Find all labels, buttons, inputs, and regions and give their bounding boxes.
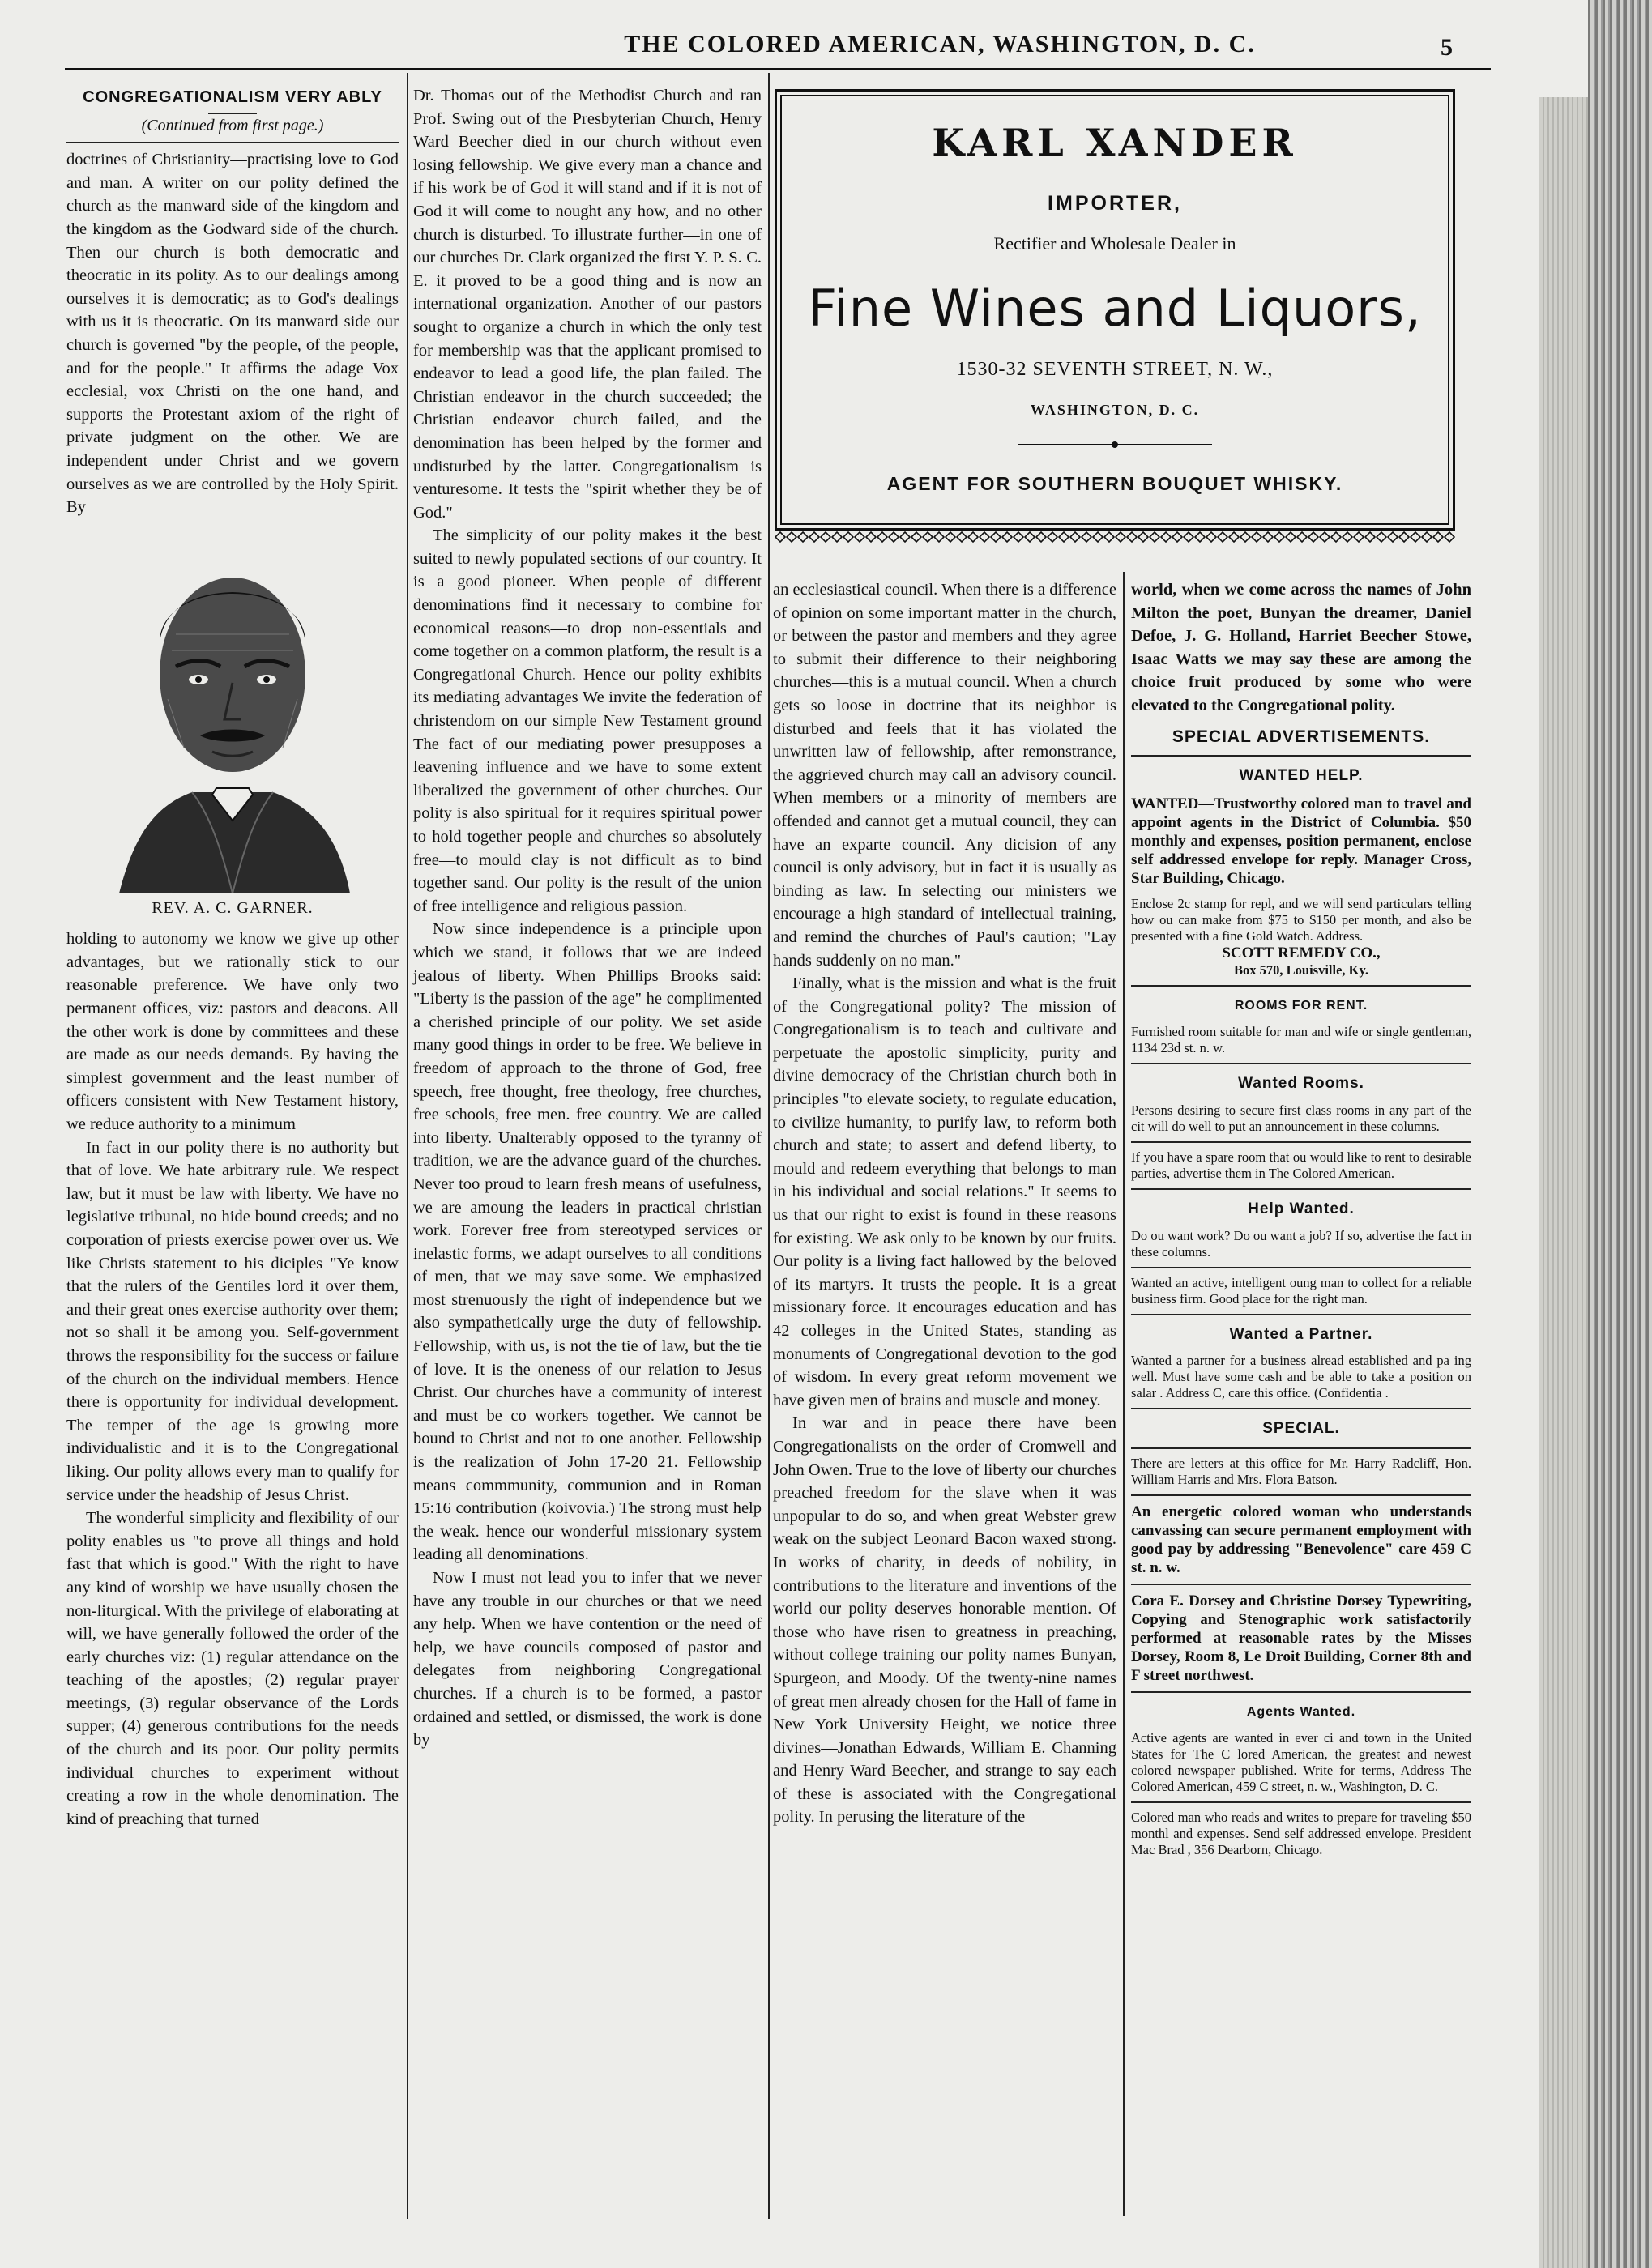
special-woman-ad: An energetic colored woman who understands canvassing can secure permanent employment with good pay by addressing "Benevolence" care 459 C st. n. w. — [1131, 1503, 1471, 1576]
rooms-for-rent-text: Furnished room suitable for man and wife or single gentleman, 1134 23d st. n. w. — [1131, 1024, 1471, 1056]
dorsey-typewriting-ad: Cora E. Dorsey and Christine Dorsey Typewriting, Copying and Stenographic work satisfactorily performed at reasonable rates by the Misses Dorsey, Room 8, Le Droit Building, Corner 8th and F street northwest. — [1131, 1592, 1471, 1684]
rule — [1131, 1691, 1471, 1693]
agents-wanted-heading: Agents Wanted. — [1246, 1704, 1356, 1719]
special-ads-heading: SPECIAL ADVERTISEMENTS. — [1172, 727, 1431, 746]
help-wanted-heading: Help Wanted. — [1248, 1200, 1355, 1217]
spare-room-text: If you have a spare room that ou would like to rent to desirable parties, advertise them in The Colored American. — [1131, 1149, 1471, 1181]
help-wanted-text-2: Wanted an active, intelligent oung man to collect for a reliable business firm. Good place for the right man. — [1131, 1274, 1471, 1307]
wanted-rooms-text: Persons desiring to secure first class rooms in any part of the cit will do well to put an announcement in these columns. — [1131, 1102, 1471, 1134]
rule — [1131, 1267, 1471, 1268]
rule — [1131, 1408, 1471, 1409]
diamond-border — [775, 531, 1455, 543]
ad-business-line: Rectifier and Wholesale Dealer in — [993, 233, 1236, 254]
portrait-caption: REV. A. C. GARNER. — [152, 898, 314, 917]
scott-remedy-name: SCOTT REMEDY CO., — [1222, 944, 1381, 961]
ad-inner-border — [780, 95, 1449, 525]
portrait-engraving — [70, 537, 395, 893]
col3-paragraph-2: Finally, what is the mission and what is the fruit of the Congregational polity? The mission of Congregationalism is to teach and cultivate and perpetuate the apostolic simplicity, purity and divine democracy of the Christian church both in principles "to elevate society, to regulate education, to civilize humanity, to purify law, to reform both church and state; to assert and defend liberty, to mould and redeem everything that belongs to man in his individual and social relations." It seems to us that our right to exist is found in these reasons for existing. We ask only to be known by our fruits. Our polity is a living fact hallowed by the beloved of its martyrs. It trusts the people. It is a great missionary force. It encourages education and has 42 colleges in the United States, standing as monuments of Congregational devotion to the god of wisdom. In every great reform movement we have given men of brains and muscle and money. — [773, 974, 1116, 1409]
ad-product: Fine Wines and Liquors, — [808, 279, 1422, 338]
masthead: THE COLORED AMERICAN, WASHINGTON, D. C. — [624, 31, 1256, 58]
column-2 — [413, 84, 762, 1752]
wanted-partner-text: Wanted a partner for a business alread established and pa ing well. Must have some cash and be able to take a position on salar . Address C, care this office. (Confidentia . — [1131, 1353, 1471, 1401]
agents-wanted-text: Active agents are wanted in ever ci and town in the United States for The C lored American, the greatest and newest colored newspaper published. Write for terms, Address The Colored American, 459 C street, n. w., Washington, D. C. — [1131, 1730, 1471, 1795]
col1-paragraph-3: In fact in our polity there is no authority but that of love. We hate arbitrary rule. We respect law, but it must be law with liberty. We have no legislative tribunal, no hide bound creeds; and no corporation of priests exercise power over us. We like Christs statement to his diciples "Ye know that the rulers of the Gentiles lord it over them, and their great ones exercise authority over them; not so shall it be among you. Self-government throws the responsibility for the success or failure of the church on the individual members. Hence there is opportunity for individual development. The temper of the age is growing more individualistic and it is to the Congregational liking. Our polity allows every man to qualify for service under the headship of Jesus Christ. — [66, 1138, 399, 1504]
col2-paragraph-1: Dr. Thomas out of the Methodist Church and ran Prof. Swing out of the Presbyterian Church, Henry Ward Beecher died in our church without even losing fellowship. We give every man a chance and if his work be of God it will stand and if it is not of God it will come to nought any how, and no other church is disturbed. To illustrate further—in one of our churches Dr. Clark organized the first Y. P. S. C. E. it proved to be a good thing and is now an international organization. Another of our pastors sought to organize a church in which the only test for membership was that the applicant promised to endeavor to lead a good life, the plan failed. The Christian endeavor in the church succeeded; the Christian endeavor church failed, and the denomination has been helped by the former and undisturbed by the latter. Congregationalism is venturesome. It tests the "spirit whether they be of God." — [413, 87, 762, 522]
rooms-for-rent-heading: ROOMS FOR RENT. — [1234, 998, 1368, 1013]
wanted-help-heading: WANTED HELP. — [1239, 767, 1364, 785]
column-divider-3 — [1123, 572, 1125, 2216]
col2-paragraph-4: Now I must not lead you to infer that we never have any trouble in our churches or that we need any help. When we have contention or the need of help, we have councils composed of pastor and delegates from neighboring Congregational churches. If a church is to be formed, a pastor ordained and settled, or dismissed, the work is done by — [413, 1569, 762, 1750]
ad-agent-line: AGENT FOR SOUTHERN BOUQUET WHISKY. — [886, 473, 1343, 494]
col1-paragraph-4: The wonderful simplicity and flexibility of our polity enables us "to prove all things and hold fast that which is good." With the right to have any kind of worship we have usually chosen the non-liturgical. With the privilege of elaborating at will, we have generally followed the order of the early churches viz: (1) regular attendance on the teaching of the apostles; (2) regular prayer meetings, (3) regular observance of the Lords supper; (4) generous contributions for the needs of the church and its poor. Our polity permits individual churches to experiment without creating a row in the whole denomination. The kind of preaching that turned — [66, 1509, 399, 1828]
col4-paragraph-1: world, when we come across the names of John Milton the poet, Bunyan the dreamer, Daniel Defoe, J. G. Holland, Harriet Beecher Stowe, Isaac Watts we may say these are among the choice fruit produced by some who were elevated to the Congregational polity. — [1131, 581, 1471, 714]
rule — [1131, 985, 1471, 987]
rule — [1131, 1063, 1471, 1064]
rule — [1131, 1584, 1471, 1585]
rule — [1131, 1141, 1471, 1143]
column-1 — [66, 79, 399, 1831]
book-edge — [1588, 0, 1652, 2268]
subheading-rule — [66, 142, 399, 143]
col3-paragraph-3: In war and in peace there have been Congregationalists on the order of Cromwell and John Owen. True to the love of liberty our churches preached freedom for the slave when it was unpopular to do so, and when great Webster grew weak on the subject Leonard Bacon waxed strong. In works of charity, in deeds of nobility, in contributions to the literature and inventions of the world our polity deserves honorable mention. Of those who have risen to greatness in preaching, without college training our polity names Bunyan, Spurgeon, and Moody. Of the twenty-nine names of great men already chosen for the Hall of fame in New York University Height, we notice three divines—Jonathan Edwards, William E. Channing and Henry Ward Beecher, and strange to say each of these is associated with the Congregational polity. In perusing the literature of the — [773, 1414, 1116, 1827]
wanted-help-ad-2: Enclose 2c stamp for repl, and we will send particulars telling how ou can make from $75 to $150 per month, and also be presented with a fine Gold Watch. Address. — [1131, 895, 1471, 944]
rule — [1131, 1447, 1471, 1449]
ad-city: WASHINGTON, D. C. — [1030, 402, 1200, 418]
page-number: 5 — [1441, 34, 1453, 61]
scott-remedy-address: Box 570, Louisville, Ky. — [1234, 961, 1368, 978]
rule — [1131, 755, 1471, 757]
ad-role: IMPORTER, — [1048, 192, 1182, 215]
wanted-help-ad-1: WANTED—Trustworthy colored man to travel and appoint agents in the District of Columbia. $50 monthly and expenses, position permanent, enclose self addressed envelope for reply. Manager Cross, Star Building, Chicago. — [1131, 795, 1471, 887]
article-subheading: (Continued from first page.) — [141, 116, 324, 134]
col3-paragraph-1: an ecclesiastical council. When there is a difference of opinion on some important matter in the church, or between the pastor and members and they agree to submit their difference to their neighboring churches—this is a mutual council. When a church gets so loose in doctrine that its neighbor is disturbed and feels that it has violated the unwritten law of fellowship, after remonstrance, the aggrieved church may call an advisory council. When members or a minority of members are offended and cannot get a mutual council, they can have an exparte council. Any dicision of any council is only advisory, but in fact it is usually as binding as law. In selecting our ministers we encourage a high standard of intellectual training, and remind the churches of Paul's caution; "Lay hands suddenly on no man." — [773, 581, 1116, 970]
rule — [1131, 1188, 1471, 1190]
top-rule — [65, 68, 1491, 70]
wanted-rooms-heading: Wanted Rooms. — [1238, 1075, 1364, 1093]
article-heading: CONGREGATIONALISM VERY ABLY — [83, 88, 382, 106]
rule — [1131, 1494, 1471, 1496]
ad-address: 1530-32 SEVENTH STREET, N. W., — [956, 359, 1274, 380]
special-letters-text: There are letters at this office for Mr. Harry Radcliff, Hon. William Harris and Mrs. Flora Batson. — [1131, 1455, 1471, 1487]
colored-man-ad: Colored man who reads and writes to prepare for traveling $50 monthl and expenses. Send self addressed envelope. President Mac Brad , 356 Dearborn, Chicago. — [1131, 1810, 1471, 1858]
rule — [1131, 1314, 1471, 1315]
special-heading: SPECIAL. — [1262, 1420, 1340, 1438]
col2-paragraph-3: Now since independence is a principle upon which we stand, it follows that we are indeed jealous of liberty. When Phillips Brooks said: "Liberty is the passion of the age" he complimented a cherished principle of our polity. We set aside many good things in order to be free. We believe in freedom of approach to the throne of God, free speech, free thought, free theology, free churches, free schools, free men. free country. We are called into liberty. Unalterably opposed to the tyranny of tradition, we are the advance guard of the churches. Never too proud to learn fresh means of usefulness, we are amoung the leaders in practical christian work. Forever free from stereotyped services or inelastic forms, we adapt ourselves to all conditions of men, that we may save some. We emphasized most strenuously the right of independence but we also sympathetically urge the duty of fellowship. Fellowship, with us, is not the tie of law, but the tie of love. It is the oneness of our relation to Jesus Christ. Our churches have a community of interest and must be co workers together. We cannot be bound to Christ and not to one another. Fellowship is the realization of John 17-20 21. Fellowship means commmunity, communion and in Roman 15:16 contribution (koivovia.) The strong must help the weak. hence our wonderful missionary system leading all denominations. — [413, 920, 762, 1564]
help-wanted-text-1: Do ou want work? Do ou want a job? If so, advertise the fact in these columns. — [1131, 1227, 1471, 1260]
column-divider-1 — [407, 73, 408, 2219]
col1-paragraph-1: doctrines of Christianity—practising love to God and man. A writer on our polity defined the church as the manward side of the kingdom and the kingdom as the Godward side of the church. Then our church is both democratic and theocratic in its polity. As to our dealings among ourselves it is democratic; as to God's dealings with us it is theocratic. On its manward side our church is governed "by the people, of the people, and for the people." It affirms the adage Vox ecclesial, vox Christi on the one hand, and supports the Protestant axiom of the right of private judgment on the other. We are independent under Christ and we govern ourselves as we are controlled by the Holy Spirit. By — [66, 151, 399, 517]
column-3 — [773, 578, 1116, 1829]
column-4 — [1131, 578, 1471, 1858]
wanted-partner-heading: Wanted a Partner. — [1229, 1325, 1373, 1343]
ad-merchant-name: KARL XANDER — [932, 121, 1298, 164]
page-edge-shadow — [1539, 97, 1588, 2268]
ornament-rule — [1018, 440, 1212, 450]
rule — [1131, 1801, 1471, 1803]
wine-advertisement — [775, 89, 1455, 531]
col2-paragraph-2: The simplicity of our polity makes it the best suited to newly populated sections of our country. It is a good pioneer. When people of different denominations find it necessary to combine for economical reasons—to drop non-essentials and come together on a common platform, the result is a Congregational Church. Hence our polity exhibits its mediating advantages We invite the federation of christendom on our simple New Testament ground The fact of our mediating power presupposes a leavening influence and we have to some extent liberalized the government of other churches. Our polity is also spiritual for it requires spiritual power to hold together people and churches so absolutely free—to mould clay is not difficult as to bind together sand. Our polity is the result of the union of free intelligence and religious passion. — [413, 526, 762, 915]
column-divider-2 — [768, 73, 770, 2219]
col1-paragraph-2: holding to autonomy we know we give up other advantages, but we rationally stick to our reasonable preference. We have only two permanent offices, viz: pastors and deacons. All the other work is done by committees and these are made as our needs demands. By having the simplest government and the least number of officers consistent with New Testament history, we reduce authority to a minimum — [66, 930, 399, 1134]
